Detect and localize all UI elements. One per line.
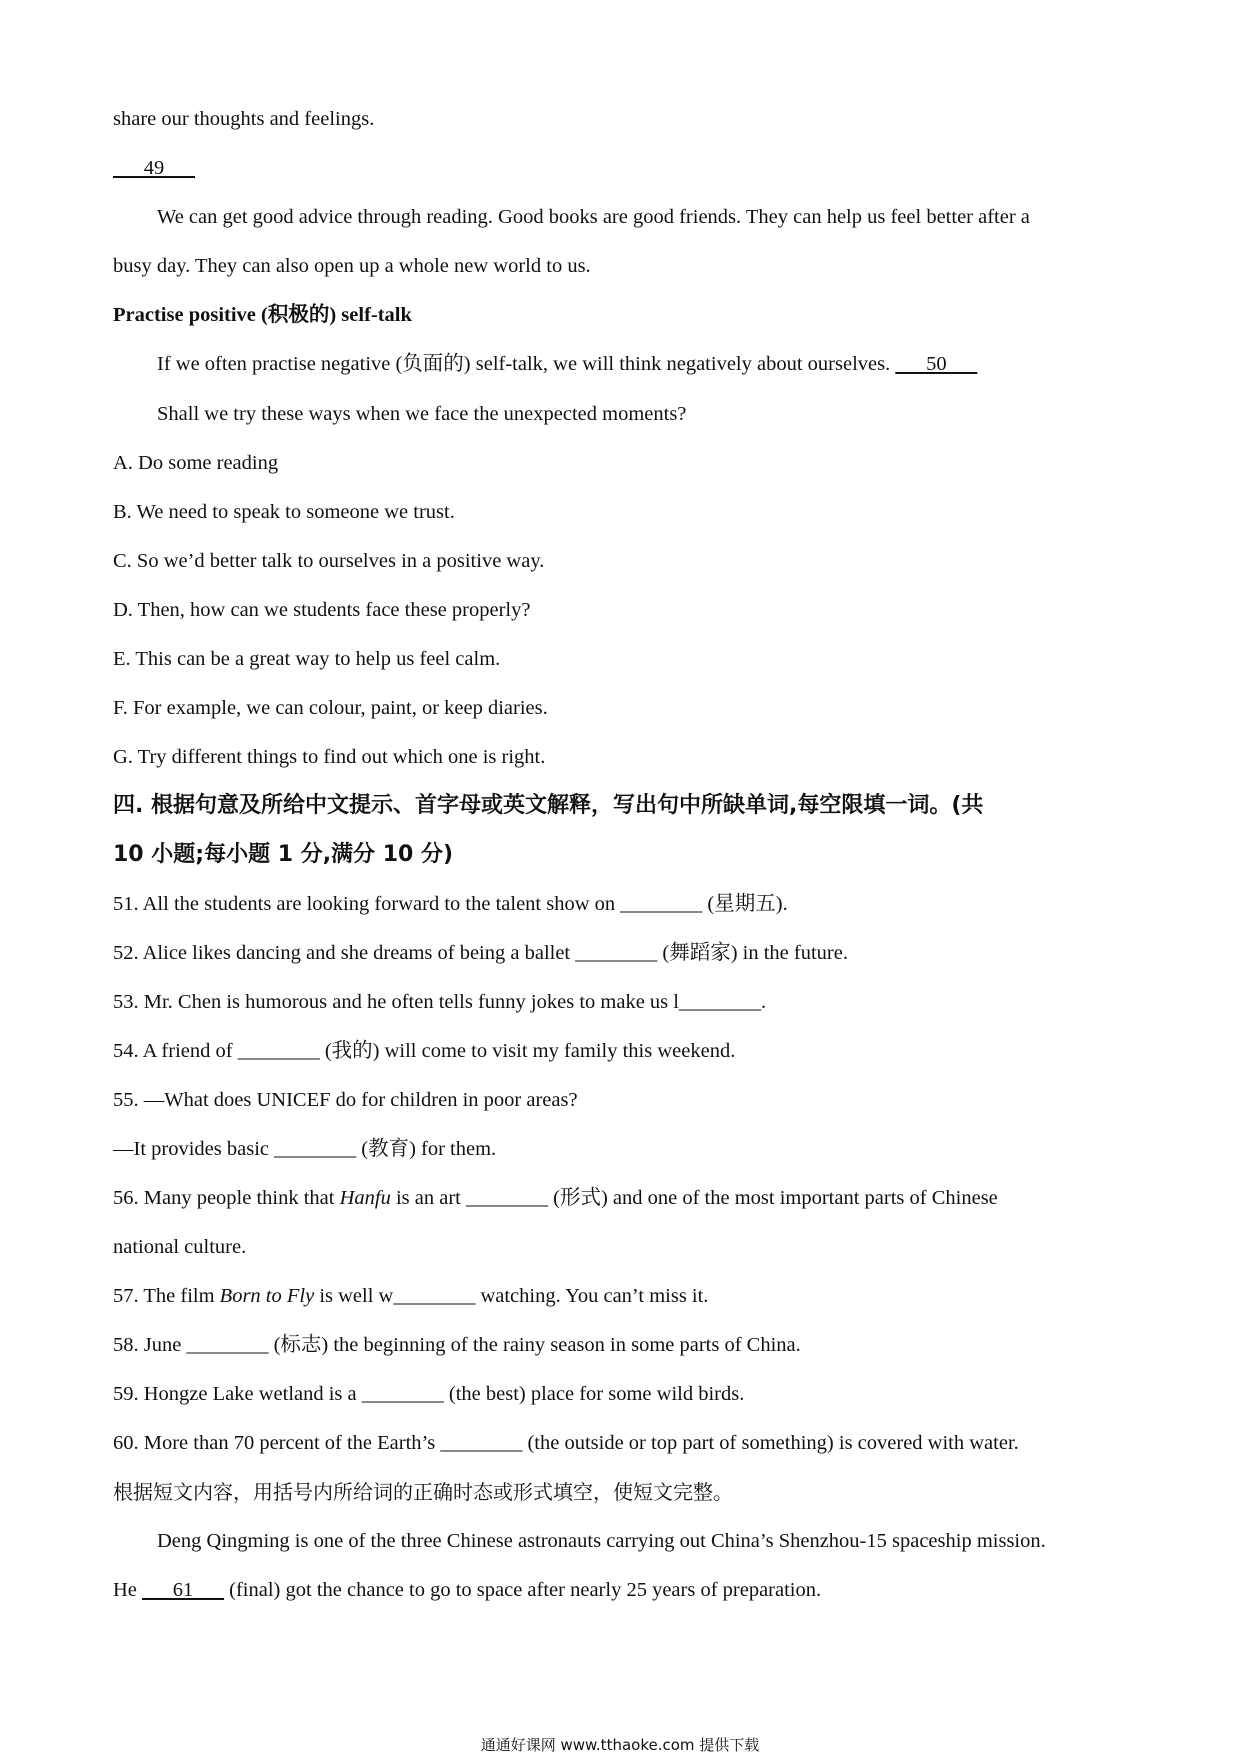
passage-line-share: share our thoughts and feelings.	[113, 108, 375, 130]
question-51: 51. All the students are looking forward to the talent show on ________ (星期五).	[113, 893, 788, 915]
question-53: 53. Mr. Chen is humorous and he often tells funny jokes to make us l________.	[113, 991, 767, 1013]
passage-2-pre: He	[113, 1579, 143, 1601]
blank-49-number: 49	[113, 157, 195, 179]
question-56-line-2: national culture.	[113, 1236, 247, 1258]
option-g: G. Try different things to find out which one is right.	[113, 746, 546, 768]
blank-50-number: 50	[895, 353, 978, 375]
passage-question-line: Shall we try these ways when we face the unexpected moments?	[157, 403, 687, 425]
question-55-line-2: —It provides basic ________ (教育) for them.	[113, 1138, 497, 1160]
blank-61-number: 61	[142, 1579, 225, 1601]
question-55-line-1: 55. —What does UNICEF do for children in poor areas?	[113, 1089, 578, 1111]
option-d: D. Then, how can we students face these properly?	[113, 599, 531, 621]
passage-reading-line-1: We can get good advice through reading. Good books are good friends. They can help us feel better after a	[157, 206, 1030, 228]
passage-reading-line-2: busy day. They can also open up a whole new world to us.	[113, 255, 591, 277]
question-57	[113, 1281, 708, 1311]
question-60: 60. More than 70 percent of the Earth’s ________ (the outside or top part of something) is covered with water.	[113, 1432, 1019, 1454]
question-59: 59. Hongze Lake wetland is a ________ (the best) place for some wild birds.	[113, 1383, 745, 1405]
question-56-italic: Hanfu	[339, 1187, 391, 1209]
subheading-self-talk: Practise positive (积极的) self-talk	[113, 304, 412, 326]
option-f: F. For example, we can colour, paint, or keep diaries.	[113, 697, 548, 719]
question-57-italic: Born to Fly	[219, 1285, 315, 1307]
section-4-title-line-1: 四. 根据句意及所给中文提示、首字母或英文解释，写出句中所缺单词,每空限填一词。(共	[113, 793, 984, 818]
option-b: B. We need to speak to someone we trust.	[113, 501, 455, 523]
section-4-title-line-2: 10 小题;每小题 1 分,满分 10 分)	[113, 842, 454, 867]
question-57-pre: 57. The film	[113, 1285, 220, 1307]
question-57-post: is well w________ watching. You can’t miss it.	[314, 1285, 709, 1307]
question-52: 52. Alice likes dancing and she dreams of being a ballet ________ (舞蹈家) in the future.	[113, 942, 848, 964]
blank-49	[113, 153, 195, 183]
question-56-pre: 56. Many people think that	[113, 1187, 340, 1209]
question-58: 58. June ________ (标志) the beginning of the rainy season in some parts of China.	[113, 1334, 801, 1356]
option-e: E. This can be a great way to help us feel calm.	[113, 648, 501, 670]
passage-negative-text: If we often practise negative (负面的) self-talk, we will think negatively about ourselves.	[157, 353, 896, 375]
passage-2-line-2	[113, 1575, 821, 1605]
question-56-post: is an art ________ (形式) and one of the most important parts of Chinese	[390, 1187, 998, 1209]
section-5-instruction: 根据短文内容，用括号内所给词的正确时态或形式填空，使短文完整。	[113, 1480, 733, 1504]
passage-2-post: (final) got the chance to go to space after nearly 25 years of preparation.	[224, 1579, 822, 1601]
option-a: A. Do some reading	[113, 452, 279, 474]
footer-source: 通通好课网 www.tthaoke.com 提供下载	[480, 1736, 760, 1754]
option-c: C. So we’d better talk to ourselves in a positive way.	[113, 550, 545, 572]
passage-2-line-1: Deng Qingming is one of the three Chinese astronauts carrying out China’s Shenzhou-15 spaceship mission.	[157, 1530, 1046, 1552]
question-56-line-1	[113, 1183, 998, 1213]
question-54: 54. A friend of ________ (我的) will come to visit my family this weekend.	[113, 1040, 736, 1062]
passage-negative-line	[157, 349, 977, 379]
